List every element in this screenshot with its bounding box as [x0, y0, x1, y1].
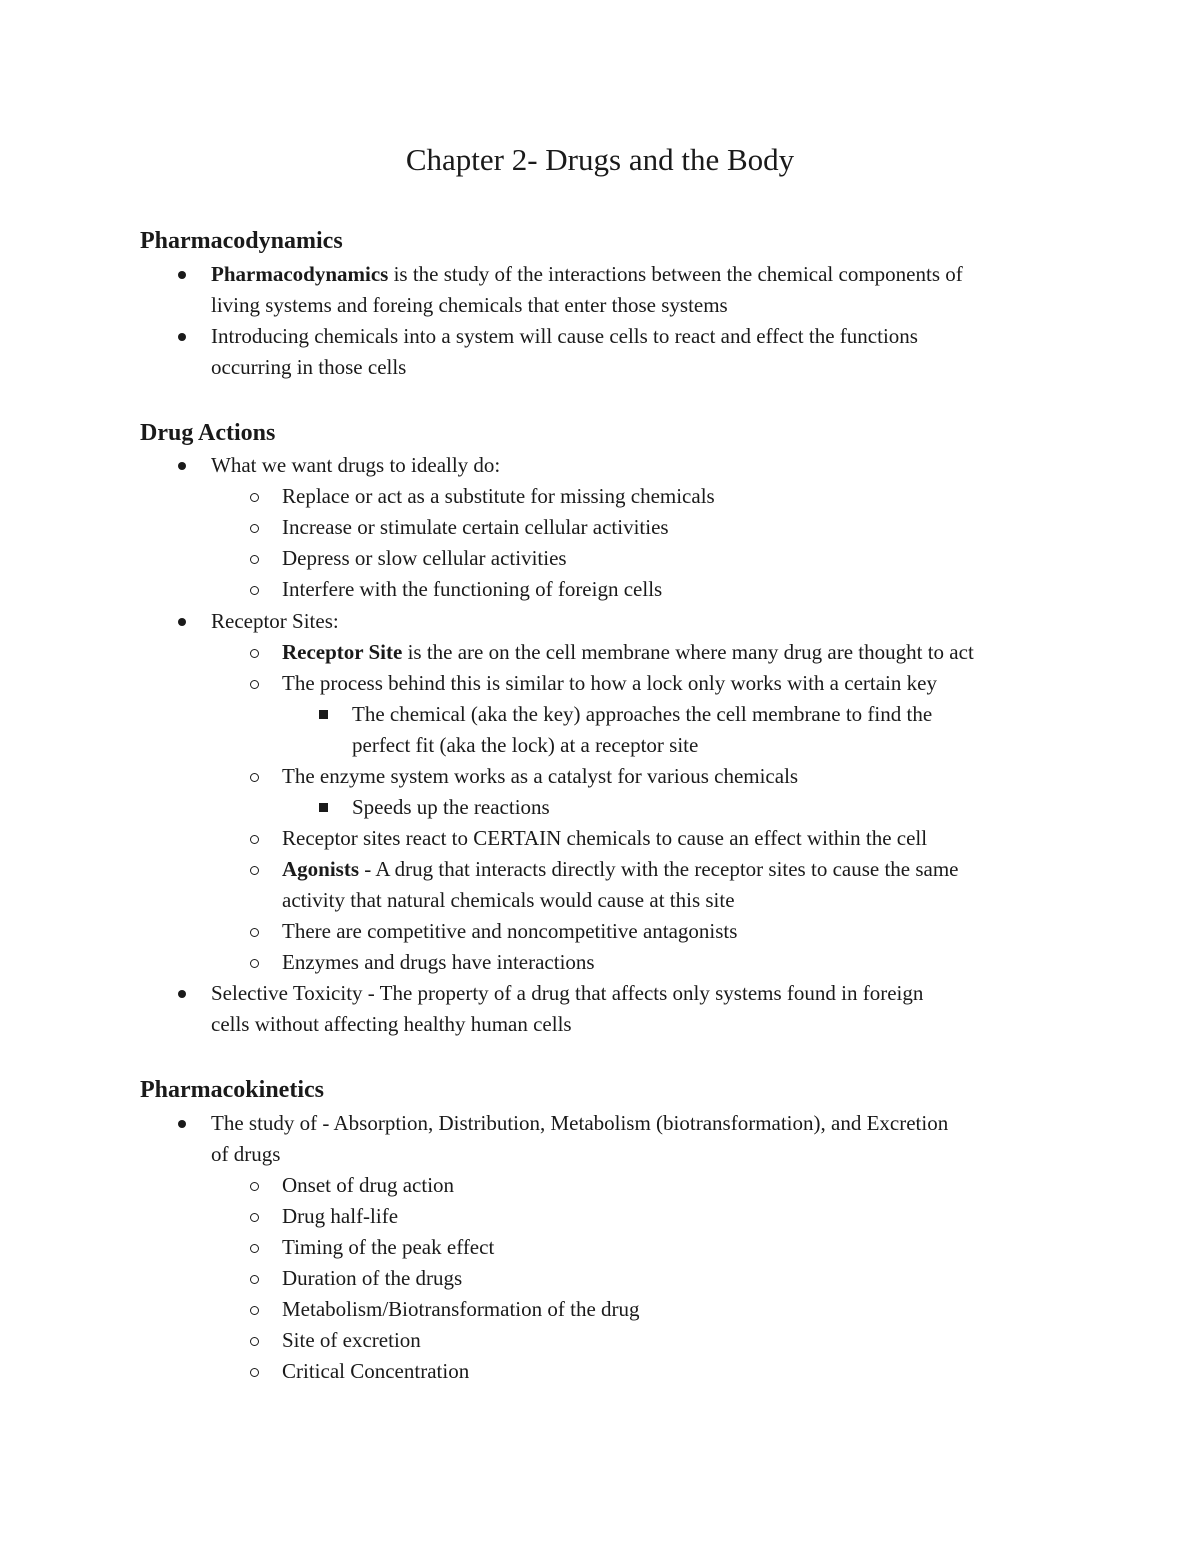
sub-list-item: Increase or stimulate certain cellular activities	[282, 515, 669, 539]
sub-list-item: Onset of drug action	[282, 1173, 455, 1197]
circle-bullet-icon	[250, 586, 259, 595]
circle-bullet-icon	[250, 493, 259, 502]
sub-list-item: Depress or slow cellular activities	[282, 546, 567, 570]
sub-list-item: Drug half-life	[282, 1204, 399, 1228]
circle-bullet-icon	[250, 773, 259, 782]
circle-bullet-icon	[250, 1213, 259, 1222]
list-item-text: is the are on the cell membrane where many drug are thought to act	[402, 640, 974, 664]
bullet-icon	[178, 618, 186, 626]
page-title: Chapter 2- Drugs and the Body	[405, 142, 795, 177]
sub-sub-list-item: Speeds up the reactions	[352, 795, 550, 819]
section-heading-pharmacokinetics: Pharmacokinetics	[140, 1077, 324, 1103]
circle-bullet-icon	[250, 835, 259, 844]
bullet-icon	[178, 271, 186, 279]
sub-list-item: Critical Concentration	[282, 1359, 470, 1383]
circle-bullet-icon	[250, 555, 259, 564]
circle-bullet-icon	[250, 928, 259, 937]
sub-list-item: Timing of the peak effect	[282, 1235, 495, 1259]
list-item-continuation: cells without affecting healthy human cells	[211, 1012, 572, 1036]
bullet-icon	[178, 1120, 186, 1128]
sub-list-item: The enzyme system works as a catalyst for various chemicals	[282, 764, 799, 788]
circle-bullet-icon	[250, 1368, 259, 1377]
section-heading-drug-actions: Drug Actions	[140, 420, 276, 446]
sub-sub-list-item: The chemical (aka the key) approaches the cell membrane to find the	[352, 702, 933, 726]
bullet-icon	[178, 462, 186, 470]
sub-list-item: Replace or act as a substitute for missing chemicals	[282, 484, 715, 508]
circle-bullet-icon	[250, 1306, 259, 1315]
circle-bullet-icon	[250, 1182, 259, 1191]
sub-list-item: The process behind this is similar to how a lock only works with a certain key	[282, 671, 937, 695]
circle-bullet-icon	[250, 524, 259, 533]
bullet-icon	[178, 333, 186, 341]
sub-list-item: There are competitive and noncompetitive antagonists	[282, 919, 738, 943]
circle-bullet-icon	[250, 959, 259, 968]
bold-term: Receptor Site	[282, 640, 403, 664]
list-item	[211, 259, 963, 290]
circle-bullet-icon	[250, 649, 259, 658]
circle-bullet-icon	[250, 866, 259, 875]
list-item: Introducing chemicals into a system will cause cells to react and effect the functions	[211, 324, 918, 348]
sub-list-item: Enzymes and drugs have interactions	[282, 950, 595, 974]
sub-list-item: Interfere with the functioning of foreign cells	[282, 577, 663, 601]
list-item: What we want drugs to ideally do:	[211, 453, 501, 477]
list-item: Selective Toxicity - The property of a drug that affects only systems found in foreign	[211, 981, 924, 1005]
circle-bullet-icon	[250, 1275, 259, 1284]
bold-term: Agonists	[282, 857, 360, 881]
list-item-continuation: of drugs	[211, 1142, 281, 1166]
list-item-text: - A drug that interacts directly with the receptor sites to cause the same	[359, 857, 959, 881]
bullet-icon	[178, 990, 186, 998]
list-item-continuation: occurring in those cells	[211, 355, 407, 379]
circle-bullet-icon	[250, 1337, 259, 1346]
sub-list-item	[282, 637, 974, 668]
list-item: Receptor Sites:	[211, 609, 339, 633]
sub-list-item: Site of excretion	[282, 1328, 421, 1352]
square-bullet-icon	[319, 710, 328, 719]
list-item-continuation: perfect fit (aka the lock) at a receptor site	[352, 733, 699, 757]
bold-term: Pharmacodynamics	[211, 262, 389, 286]
sub-list-item	[282, 854, 959, 885]
section-heading-pharmacodynamics: Pharmacodynamics	[140, 228, 343, 254]
circle-bullet-icon	[250, 1244, 259, 1253]
sub-list-item: Metabolism/Biotransformation of the drug	[282, 1297, 640, 1321]
list-item-text: is the study of the interactions between the chemical components of	[388, 262, 963, 286]
list-item: The study of - Absorption, Distribution, Metabolism (biotransformation), and Excretion	[211, 1111, 949, 1135]
sub-list-item: Receptor sites react to CERTAIN chemicals to cause an effect within the cell	[282, 826, 928, 850]
square-bullet-icon	[319, 803, 328, 812]
list-item-continuation: activity that natural chemicals would cause at this site	[282, 888, 735, 912]
circle-bullet-icon	[250, 680, 259, 689]
list-item-continuation: living systems and foreing chemicals that enter those systems	[211, 293, 728, 317]
sub-list-item: Duration of the drugs	[282, 1266, 463, 1290]
